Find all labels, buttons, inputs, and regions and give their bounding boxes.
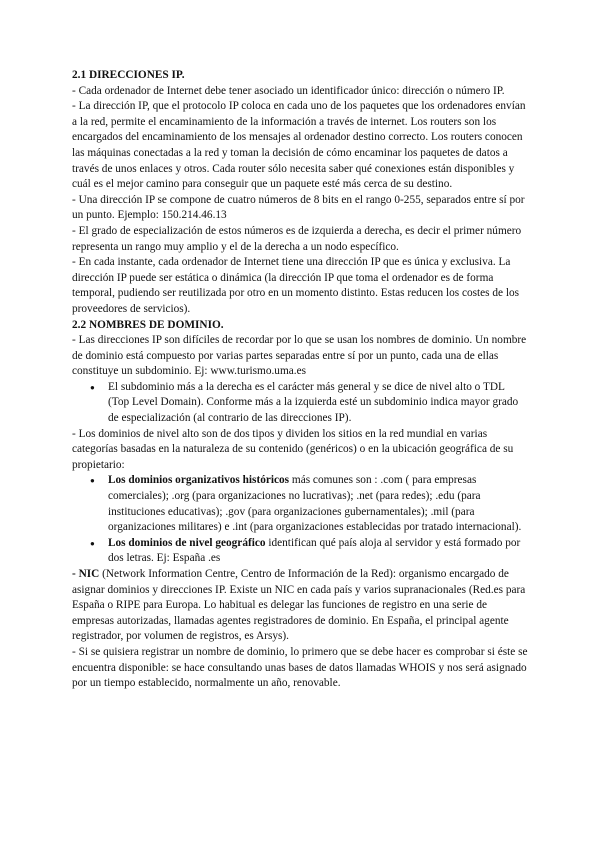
- bold-term: Los dominios de nivel geográfico: [108, 536, 266, 549]
- paragraph: - El grado de especialización de estos números es de izquierda a derecha, es decir el primer número representa un rango muy amplio y el de la derecha a un nodo específico.: [72, 224, 522, 253]
- paragraph: - Las direcciones IP son difíciles de recordar por lo que se usan los nombres de dominio. Un nombre de dominio está compuesto por varias partes separadas entre sí por un punto, cada una de ellas constituye un subdominio. Ej: www.turismo.uma.es: [72, 334, 527, 378]
- bold-term: Los dominios organizativos históricos: [108, 474, 290, 487]
- list-item-text: más comunes son : .com ( para empresas comerciales); .org (para organizaciones no lucrativas); .net (para redes); .edu (para instituciones educativas); .gov (para organizaciones gubernamentales); .mil (para organizaciones militares) e .int (para organizaciones establecidas por tratado internacional).: [108, 474, 522, 534]
- paragraph: - Una dirección IP se compone de cuatro números de 8 bits en el rango 0-255, separados entre sí por un punto. Ejemplo: 150.214.46.13: [72, 193, 525, 222]
- section-heading-nombres-de-dominio: 2.2 NOMBRES DE DOMINIO.: [72, 318, 224, 331]
- section-heading-direcciones-ip: 2.1 DIRECCIONES IP.: [72, 69, 185, 81]
- list-item-text: identifican qué país aloja al servidor y está formado por dos letras. Ej: España .es: [108, 536, 521, 565]
- paragraph: - Cada ordenador de Internet debe tener asociado un identificador único: dirección o número IP.: [72, 84, 505, 97]
- paragraph: - Si se quisiera registrar un nombre de dominio, lo primero que se debe hacer es comprobar si éste se encuentra disponible: se hace consultando unas bases de datos llamadas WHOIS y nos será asignado por un tiempo establecido, normalmente un año, renovable.: [72, 645, 528, 690]
- list-item: [108, 536, 528, 567]
- bullet-list: [72, 380, 528, 427]
- bold-term: - NIC: [72, 568, 100, 580]
- bullet-list: [72, 473, 528, 567]
- list-item: ● El subdominio más a la derecha es el carácter más general y se dice de nivel alto o TDL (Top Level Domain). Conforme más a la izquierda esté un subdominio indica mayor grado de especialización (al contrario de las direcciones IP).: [108, 380, 528, 427]
- document-page: [72, 68, 528, 692]
- paragraph: - Los dominios de nivel alto son de dos tipos y dividen los sitios en la red mundial en varias categorías basadas en la naturaleza de su contenido (genéricos) o en la ubicación geográfica de su propietario:: [72, 427, 514, 471]
- list-item: [108, 473, 528, 535]
- paragraph: - La dirección IP, que el protocolo IP coloca en cada uno de los paquetes que los ordenadores envían a la red, permite el encaminamiento de la información a través de internet. Los routers son los encargados del encaminamiento de los mensajes al ordenador destino correcto. Los routers conocen las máquinas conectadas a la red y toman la decisión de cómo encaminar los paquetes de datos a través de unos enlaces y otros. Cada router sólo necesita saber qué conexiones están disponibles y cuál es el mejor camino para conseguir que un paquete esté más cerca de su destino.: [72, 100, 526, 191]
- paragraph-text: (Network Information Centre, Centro de Información de la Red): organismo encargado de asignar dominios y direcciones IP. Existe un NIC en cada país y varios supranacionales (Red.es para España o RIPE para Europa. Lo habitual es delegar las funciones de registro en una serie de empresas autorizadas, llamadas agentes registradores de dominio. En España, el principal agente registrador, por volumen de registros, es Arsys).: [72, 568, 526, 643]
- paragraph: - En cada instante, cada ordenador de Internet tiene una dirección IP que es única y exclusiva. La dirección IP puede ser estática o dinámica (la dirección IP que toma el ordenador es de forma temporal, pudiendo ser reutilizada por otro en un momento distinto. Estas reducen los costes de los proveedores de servicios).: [72, 256, 520, 315]
- paragraph: [72, 567, 528, 645]
